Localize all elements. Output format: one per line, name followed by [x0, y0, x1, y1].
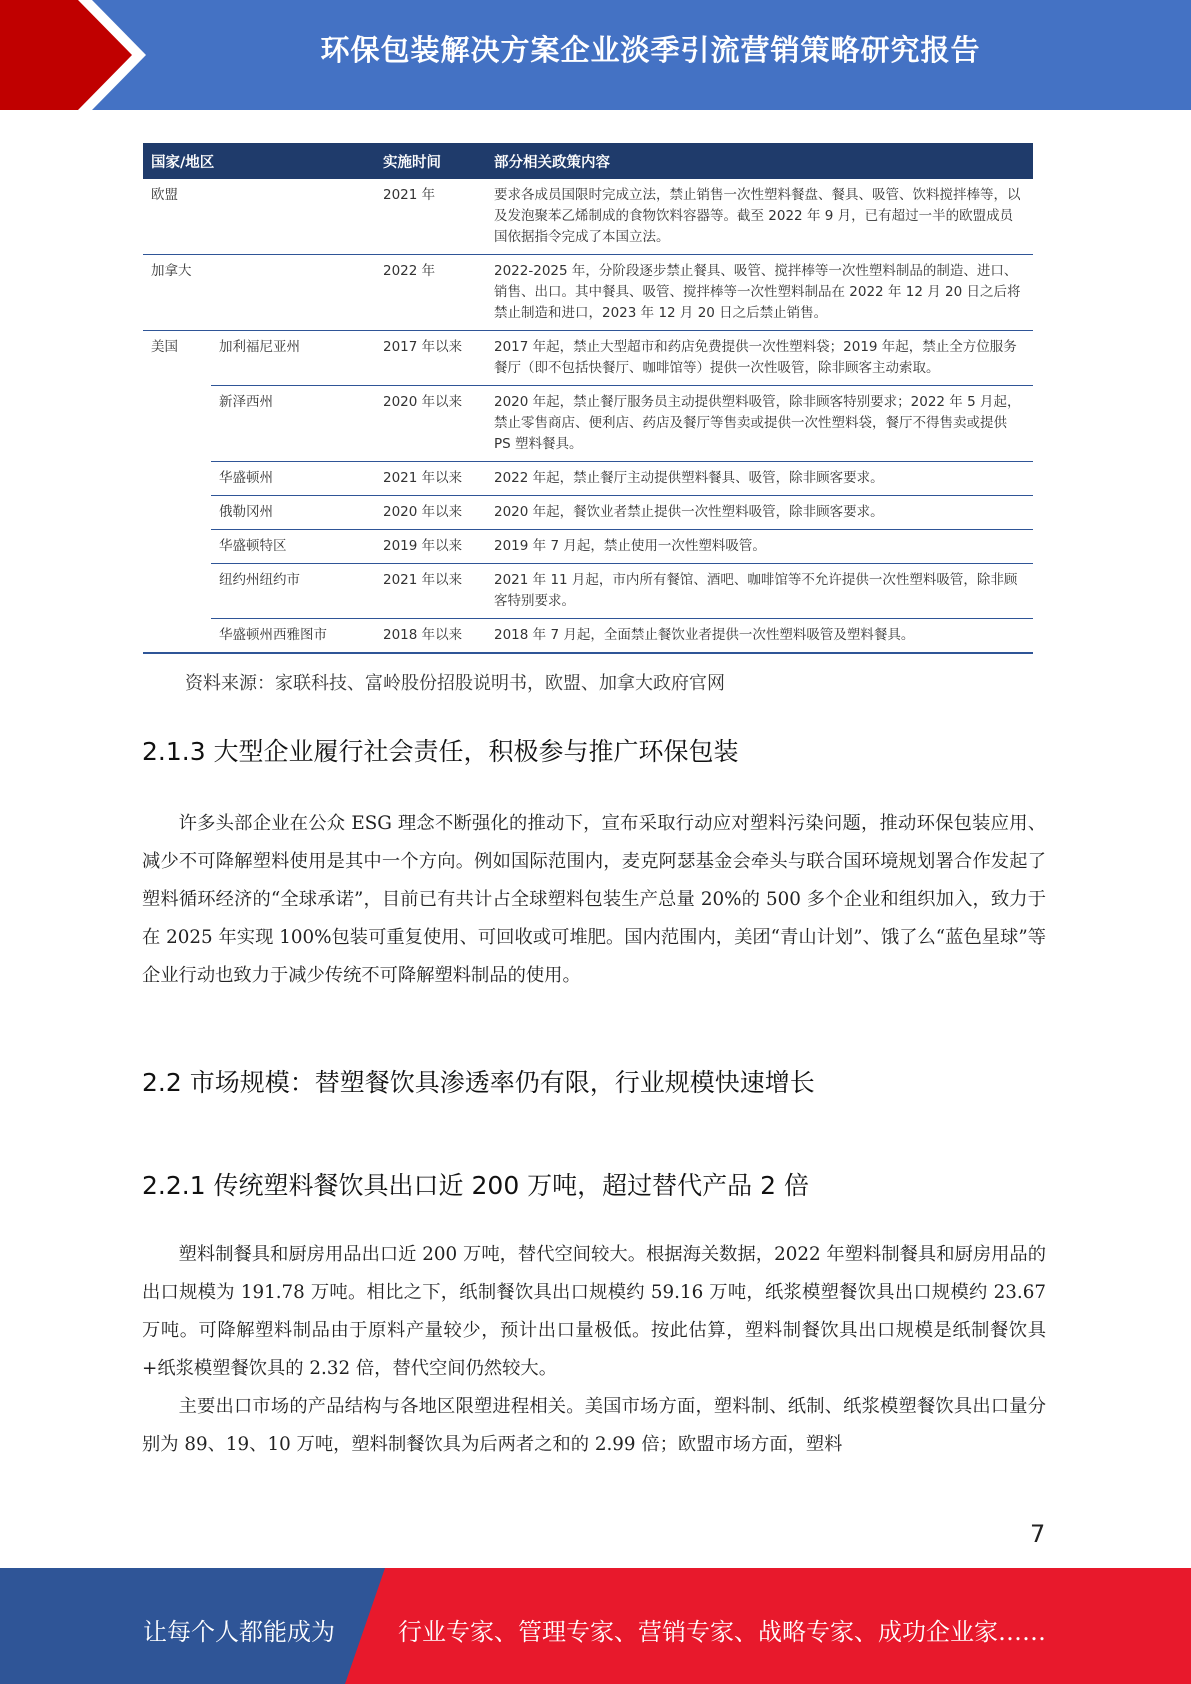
time-cell: 2022 年 — [375, 255, 486, 331]
table-row — [143, 564, 1033, 619]
section-heading-2-2: 2.2 市场规模：替塑餐饮具渗透率仍有限，行业规模快速增长 — [142, 1068, 815, 1097]
time-cell: 2020 年以来 — [375, 386, 486, 462]
footer-slogan-right: 行业专家、管理专家、营销专家、战略专家、成功企业家…… — [398, 1618, 1046, 1646]
paragraph-2-2-1-b: 主要出口市场的产品结构与各地区限塑进程相关。美国市场方面，塑料制、纸制、纸浆模塑餐饮具出口量分别为 89、19、10 万吨，塑料制餐饮具为后两者之和的 2.99 倍；欧盟市场方面，塑料 — [142, 1396, 1046, 1455]
header-arrow-decoration — [0, 0, 160, 110]
region-cell: 华盛顿特区 — [211, 530, 375, 564]
content-cell: 2020 年起，禁止餐厅服务员主动提供塑料吸管，除非顾客特别要求；2022 年 5 月起，禁止零售商店、便利店、药店及餐厅等售卖或提供一次性塑料袋，餐厅不得售卖或提供 PS 塑料餐具。 — [486, 386, 1033, 462]
section-heading-2-1-3: 2.1.3 大型企业履行社会责任，积极参与推广环保包装 — [142, 737, 739, 766]
page-number: 7 — [1030, 1520, 1046, 1548]
table-row — [143, 255, 1033, 331]
header-country: 国家/地区 — [143, 143, 375, 179]
time-cell: 2021 年以来 — [375, 564, 486, 619]
table-row — [143, 496, 1033, 530]
header-content: 部分相关政策内容 — [486, 143, 1033, 179]
content-cell: 2017 年起，禁止大型超市和药店免费提供一次性塑料袋；2019 年起，禁止全方位服务餐厅（即不包括快餐厅、咖啡馆等）提供一次性吸管，除非顾客主动索取。 — [486, 331, 1033, 386]
time-cell: 2017 年以来 — [375, 331, 486, 386]
content-cell: 2022 年起，禁止餐厅主动提供塑料餐具、吸管，除非顾客要求。 — [486, 462, 1033, 496]
report-title: 环保包装解决方案企业淡季引流营销策略研究报告 — [320, 33, 981, 67]
footer-banner — [0, 1568, 1191, 1684]
paragraph-2-2-1-a: 塑料制餐具和厨房用品出口近 200 万吨，替代空间较大。根据海关数据，2022 年塑料制餐具和厨房用品的出口规模为 191.78 万吨。相比之下，纸制餐饮具出口规模约 59.16 万吨，纸浆模塑餐饮具出口规模约 23.67 万吨。可降解塑料制品由于原料产量较少，预计出口量极低。按此估算，塑料制餐饮具出口规模是纸制餐饮具+纸浆模塑餐饮具的 2.32 倍，替代空间仍然较大。 — [142, 1244, 1046, 1379]
time-cell: 2021 年 — [375, 179, 486, 255]
table-row — [143, 179, 1033, 255]
time-cell: 2020 年以来 — [375, 496, 486, 530]
table-header-row — [143, 143, 1033, 179]
table-row — [143, 331, 1033, 386]
time-cell: 2018 年以来 — [375, 619, 486, 654]
section-heading-2-2-1: 2.2.1 传统塑料餐饮具出口近 200 万吨，超过替代产品 2 倍 — [142, 1171, 809, 1200]
table-row — [143, 386, 1033, 462]
source-note: 资料来源：家联科技、富岭股份招股说明书，欧盟、加拿大政府官网 — [185, 673, 725, 694]
content-cell: 2021 年 11 月起，市内所有餐馆、酒吧、咖啡馆等不允许提供一次性塑料吸管，除非顾客特别要求。 — [486, 564, 1033, 619]
time-cell: 2019 年以来 — [375, 530, 486, 564]
region-cell: 俄勒冈州 — [211, 496, 375, 530]
country-cell: 加拿大 — [143, 255, 375, 331]
table-row — [143, 619, 1033, 654]
table-row — [143, 530, 1033, 564]
region-cell: 华盛顿州 — [211, 462, 375, 496]
policy-table — [143, 143, 1033, 654]
country-cell: 欧盟 — [143, 179, 375, 255]
region-cell: 新泽西州 — [211, 386, 375, 462]
country-cell: 美国 — [143, 331, 211, 654]
content-cell: 2019 年 7 月起，禁止使用一次性塑料吸管。 — [486, 530, 1033, 564]
region-cell: 华盛顿州西雅图市 — [211, 619, 375, 654]
header-time: 实施时间 — [375, 143, 486, 179]
time-cell: 2021 年以来 — [375, 462, 486, 496]
content-cell: 要求各成员国限时完成立法，禁止销售一次性塑料餐盘、餐具、吸管、饮料搅拌棒等，以及发泡聚苯乙烯制成的食物饮料容器等。截至 2022 年 9 月，已有超过一半的欧盟成员国依据指令完成了本国立法。 — [486, 179, 1033, 255]
table-row — [143, 462, 1033, 496]
footer-slogan-left: 让每个人都能成为 — [143, 1618, 335, 1646]
paragraph-2-1-3: 许多头部企业在公众 ESG 理念不断强化的推动下，宣布采取行动应对塑料污染问题，推动环保包装应用、减少不可降解塑料使用是其中一个方向。例如国际范围内，麦克阿瑟基金会牵头与联合国环境规划署合作发起了塑料循环经济的“全球承诺”，目前已有共计占全球塑料包装生产总量 20%的 500 多个企业和组织加入，致力于在 2025 年实现 100%包装可重复使用、可回收或可堆肥。国内范围内，美团“青山计划”、饿了么“蓝色星球”等企业行动也致力于减少传统不可降解塑料制品的使用。 — [142, 813, 1046, 986]
region-cell: 加利福尼亚州 — [211, 331, 375, 386]
region-cell: 纽约州纽约市 — [211, 564, 375, 619]
content-cell: 2022-2025 年，分阶段逐步禁止餐具、吸管、搅拌棒等一次性塑料制品的制造、进口、销售、出口。其中餐具、吸管、搅拌棒等一次性塑料制品在 2022 年 12 月 20 日之后将禁止制造和进口，2023 年 12 月 20 日之后禁止销售。 — [486, 255, 1033, 331]
header-banner — [0, 0, 1191, 110]
content-cell: 2020 年起，餐饮业者禁止提供一次性塑料吸管，除非顾客要求。 — [486, 496, 1033, 530]
content-cell: 2018 年 7 月起，全面禁止餐饮业者提供一次性塑料吸管及塑料餐具。 — [486, 619, 1033, 654]
